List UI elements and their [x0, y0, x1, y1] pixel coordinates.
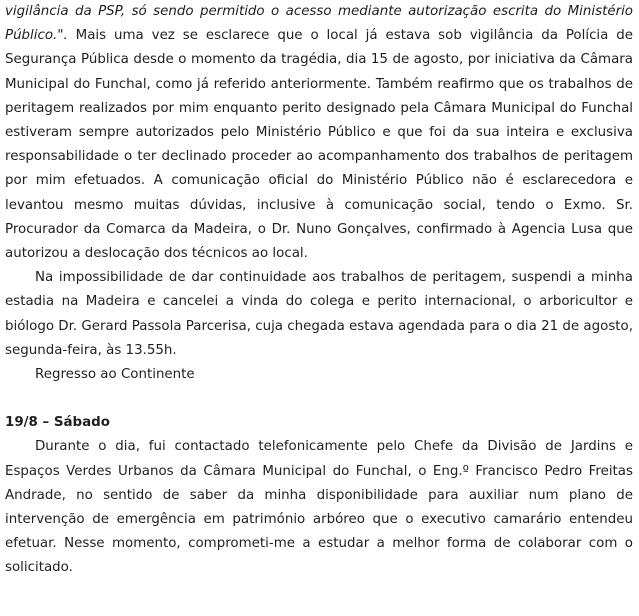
- paragraph-4: Durante o dia, fui contactado telefonicamente pelo Chefe da Divisão de Jardins e Espaços Verdes Urbanos da Câmara Municipal do Funchal, o Eng.º Francisco Pedro Freitas Andrade, no sentido de saber da minha disponibilidade para auxiliar num plano de intervenção de emergência em património arbóreo que o executivo camarário entendeu efetuar. Nesse momento, comprometi-me a estudar a melhor forma de colaborar com o solicitado.: [5, 439, 633, 576]
- paragraph-3: Regresso ao Continente: [35, 367, 195, 383]
- paragraph-quote-continuation: [5, 0, 633, 266]
- paragraph-1-text: Mais uma vez se esclarece que o local já estava sob vigilância da Polícia de Segurança Pública desde o momento da tragédia, dia 15 de agosto, por iniciativa da Câmara Municipal do Funchal, como já referido anteriormente. Também reafirmo que os trabalhos de peritagem realizados por mim enquanto perito designado pela Câmara Municipal do Funchal estiveram sempre autorizados pelo Ministério Público e que foi da sua inteira e exclusiva responsabilidade o ter declinado proceder ao acompanhamento dos trabalhos de peritagem por mim efetuados. A comunicação oficial do Ministério Público não é esclarecedora e levantou mesmo muitas dúvidas, inclusive à comunicação social, tendo o Exmo. Sr. Procurador da Comarca da Madeira, o Dr. Nuno Gonçalves, confirmado à Agencia Lusa que autorizou a deslocação dos técnicos ao local.: [5, 28, 633, 262]
- document-page: [5, 0, 633, 581]
- quote-tail-text: vigilância da PSP, só sendo permitido o acesso mediante autorização escrita do Ministério Público.".: [5, 4, 633, 44]
- section-heading: 19/8 – Sábado: [5, 415, 110, 431]
- paragraph-2: Na impossibilidade de dar continuidade aos trabalhos de peritagem, suspendi a minha estadia na Madeira e cancelei a vinda do colega e perito internacional, o arboricultor e biólogo Dr. Gerard Passola Parcerisa, cuja chegada estava agendada para o dia 21 de agosto, segunda-feira, às 13.55h.: [5, 270, 633, 358]
